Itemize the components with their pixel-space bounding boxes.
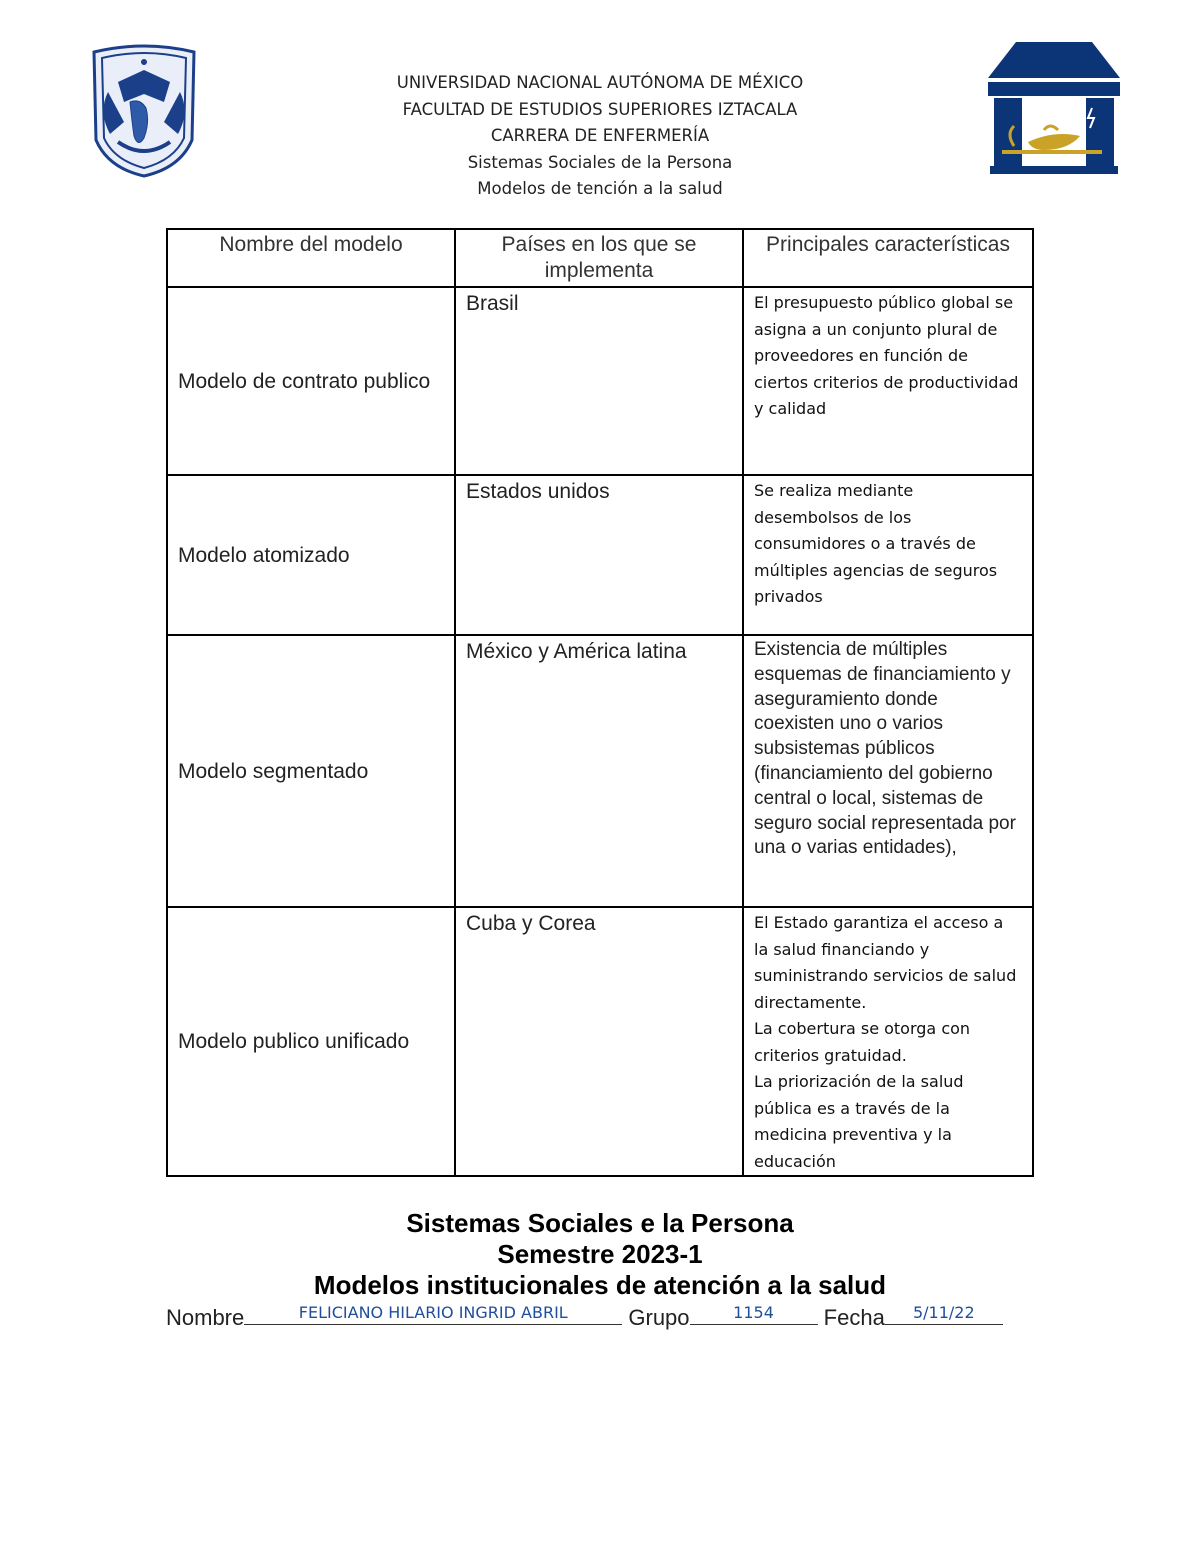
header-subject: Sistemas Sociales de la Persona (467, 152, 733, 172)
table-row (167, 635, 1033, 907)
header-topic: Modelos de tención a la salud (477, 179, 723, 198)
fecha-value: 5/11/22 (912, 1303, 975, 1322)
model-name-cell: Modelo publico unificado (167, 907, 455, 1176)
countries-cell: México y América latina (455, 635, 743, 907)
nombre-field (244, 1302, 622, 1325)
nombre-label: Nombre (166, 1305, 245, 1330)
header-model-name: Nombre del modelo (167, 229, 455, 287)
header-faculty: FACULTAD DE ESTUDIOS SUPERIORES IZTACALA (402, 99, 798, 119)
header-features: Principales características (743, 229, 1033, 287)
features-line: La cobertura se otorga con criterios gratuidad. (754, 1019, 971, 1065)
table-row (167, 475, 1033, 635)
health-models-table (166, 228, 1034, 1177)
table-header-row (167, 229, 1033, 287)
document-header (0, 70, 1200, 203)
grupo-field (690, 1302, 818, 1325)
features-cell: El presupuesto público global se asigna a un conjunto plural de proveedores en función de ciertos criterios de productividad y calidad (743, 287, 1033, 475)
fecha-field (885, 1302, 1003, 1325)
footer-title-semester: Semestre 2023-1 (497, 1239, 703, 1269)
footer-title-topic: Modelos institucionales de atención a la salud (313, 1270, 887, 1300)
model-name-cell: Modelo segmentado (167, 635, 455, 907)
grupo-label: Grupo (628, 1305, 690, 1330)
nombre-value: FELICIANO HILARIO INGRID ABRIL (298, 1303, 568, 1322)
features-line: La priorización de la salud pública es a través de la medicina preventiva y la educación (754, 1072, 964, 1171)
countries-cell: Brasil (455, 287, 743, 475)
fecha-label: Fecha (823, 1305, 885, 1330)
table-row (167, 287, 1033, 475)
table-row (167, 907, 1033, 1176)
header-university: UNIVERSIDAD NACIONAL AUTÓNOMA DE MÉXICO (396, 73, 804, 92)
grupo-value: 1154 (733, 1303, 774, 1322)
features-cell: Se realiza mediante desembolsos de los consumidores o a través de múltiples agencias de seguros privados (743, 475, 1033, 635)
countries-cell: Cuba y Corea (455, 907, 743, 1176)
features-cell: Existencia de múltiples esquemas de financiamiento y aseguramiento donde coexisten uno o varios subsistemas públicos (financiamiento del gobierno central o local, sistemas de seguro social representada por una o varias entidades), (743, 635, 1033, 907)
header-career: CARRERA DE ENFERMERÍA (490, 126, 710, 145)
features-line: El Estado garantiza el acceso a la salud financiando y suministrando servicios de salud directamente. (754, 913, 1017, 1012)
model-name-cell: Modelo de contrato publico (167, 287, 455, 475)
header-countries: Países en los que se implementa (455, 229, 743, 287)
model-name-cell: Modelo atomizado (167, 475, 455, 635)
student-info-line (166, 1302, 1003, 1331)
countries-cell: Estados unidos (455, 475, 743, 635)
footer-title-subject: Sistemas Sociales e la Persona (406, 1208, 794, 1238)
features-cell (743, 907, 1033, 1176)
